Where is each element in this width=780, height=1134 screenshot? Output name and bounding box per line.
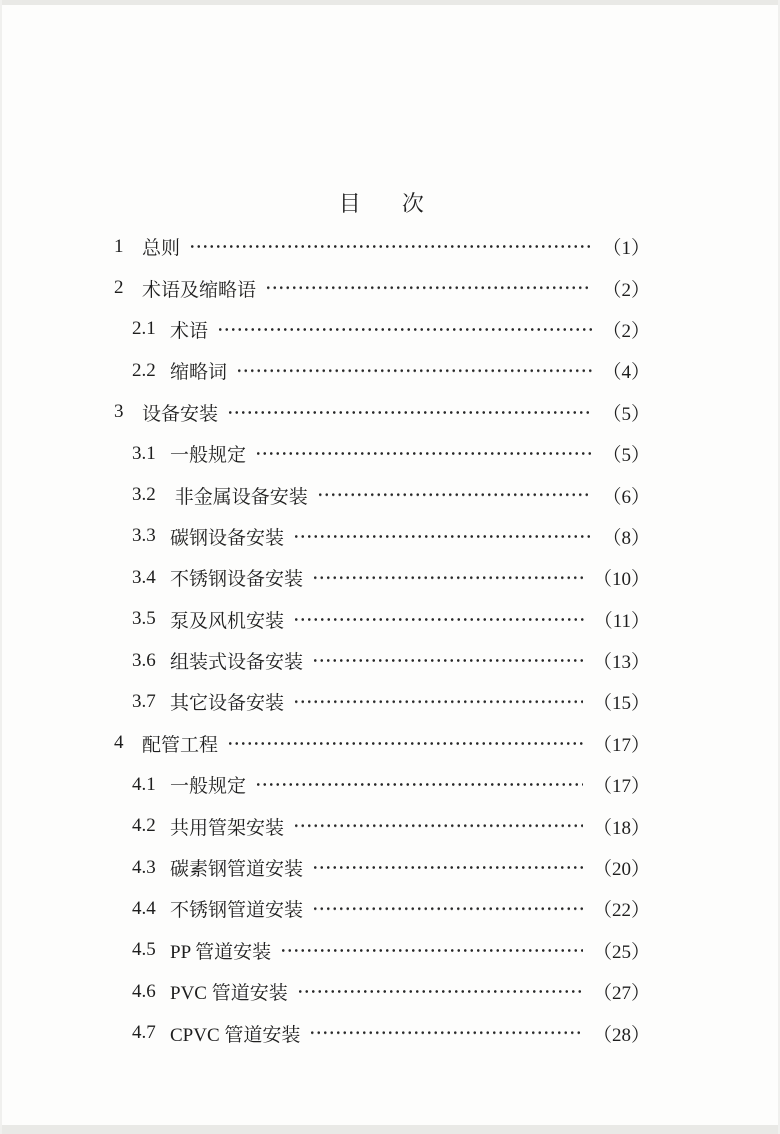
toc-entry [114, 474, 650, 515]
table-of-contents [114, 190, 650, 1054]
entry-number: 4.2 [132, 815, 156, 837]
dot-leader [312, 847, 583, 888]
toc-entry [114, 267, 650, 308]
dot-leader [293, 516, 592, 557]
entry-page: （17） [592, 734, 650, 756]
entry-page: （5） [602, 445, 650, 467]
dot-leader [297, 971, 583, 1012]
entry-page: （4） [602, 362, 650, 384]
entry-title: 缩略词 [170, 362, 228, 384]
entry-number: 4.5 [132, 939, 156, 961]
dot-leader [189, 226, 592, 267]
toc-entry [114, 888, 650, 929]
entry-page: （6） [602, 486, 650, 508]
toc-entry [114, 1012, 650, 1053]
toc-entry [114, 557, 650, 598]
entry-title: PVC 管道安装 [170, 983, 288, 1005]
entry-page: （18） [592, 817, 650, 839]
entry-title: 术语 [170, 320, 209, 342]
toc-entry [114, 640, 650, 681]
entry-title: 碳钢设备安装 [170, 527, 285, 549]
dot-leader [217, 309, 592, 350]
entry-page: （8） [602, 527, 650, 549]
entry-title: 共用管架安装 [170, 817, 285, 839]
entry-title: 术语及缩略语 [142, 279, 257, 301]
toc-entry [114, 723, 650, 764]
entry-number: 1 [114, 235, 124, 257]
entry-page: （5） [602, 403, 650, 425]
entry-page: （1） [602, 238, 650, 260]
dot-leader [227, 392, 592, 433]
dot-leader [293, 681, 583, 722]
entry-page: （28） [592, 1024, 650, 1046]
entry-title: 其它设备安装 [170, 693, 285, 715]
entry-number: 3.1 [132, 442, 156, 464]
entry-number: 3.2 [132, 484, 156, 506]
entry-number: 4.7 [132, 1022, 156, 1044]
dot-leader [293, 805, 583, 846]
toc-entry [114, 971, 650, 1012]
entry-title: 非金属设备安装 [170, 486, 308, 508]
entry-number: 4 [114, 732, 124, 754]
dot-leader [293, 599, 584, 640]
entry-number: 3 [114, 401, 124, 423]
entry-page: （25） [592, 941, 650, 963]
entry-title: 组装式设备安装 [170, 652, 304, 674]
entry-number: 3.3 [132, 525, 156, 547]
entry-number: 2.2 [132, 359, 156, 381]
entry-page: （2） [602, 279, 650, 301]
entry-page: （10） [592, 569, 650, 591]
entry-page: （2） [602, 320, 650, 342]
entry-number: 4.4 [132, 897, 156, 919]
toc-entry [114, 764, 650, 805]
entry-page: （17） [592, 776, 650, 798]
toc-entry [114, 681, 650, 722]
scan-edge-top [2, 0, 778, 5]
entry-number: 3.7 [132, 690, 156, 712]
entry-title: 一般规定 [170, 445, 247, 467]
entry-number: 4.1 [132, 773, 156, 795]
toc-entry [114, 847, 650, 888]
entry-page: （22） [592, 900, 650, 922]
entry-title: 泵及风机安装 [170, 610, 285, 632]
entry-title: 一般规定 [170, 776, 247, 798]
entry-page: （15） [592, 693, 650, 715]
entry-page: （20） [592, 859, 650, 881]
toc-entry [114, 309, 650, 350]
entry-title: CPVC 管道安装 [170, 1024, 301, 1046]
entry-title: 总则 [142, 238, 181, 260]
dot-leader [280, 930, 583, 971]
dot-leader [312, 888, 583, 929]
entry-page: （11） [593, 610, 650, 632]
entry-title: PP 管道安装 [170, 941, 272, 963]
entry-number: 2 [114, 277, 124, 299]
toc-entry [114, 516, 650, 557]
toc-entry [114, 599, 650, 640]
toc-entry [114, 433, 650, 474]
dot-leader [317, 474, 593, 515]
entry-number: 3.4 [132, 566, 156, 588]
dot-leader [236, 350, 592, 391]
dot-leader [255, 764, 583, 805]
toc-entry [114, 392, 650, 433]
toc-entry [114, 350, 650, 391]
entry-page: （27） [592, 983, 650, 1005]
entry-page: （13） [592, 652, 650, 674]
dot-leader [309, 1012, 583, 1053]
entry-number: 3.6 [132, 649, 156, 671]
entry-number: 4.3 [132, 856, 156, 878]
dot-leader [312, 640, 583, 681]
entry-number: 4.6 [132, 980, 156, 1002]
entry-title: 配管工程 [142, 734, 219, 756]
entry-number: 3.5 [132, 608, 156, 630]
entry-title: 不锈钢管道安装 [170, 900, 304, 922]
entry-title: 设备安装 [142, 403, 219, 425]
toc-entry [114, 226, 650, 267]
dot-leader [227, 723, 583, 764]
toc-list [114, 226, 650, 1054]
toc-entry [114, 805, 650, 846]
dot-leader [255, 433, 592, 474]
entry-title: 碳素钢管道安装 [170, 859, 304, 881]
toc-entry [114, 930, 650, 971]
dot-leader [265, 267, 592, 308]
scan-edge-bottom [2, 1125, 778, 1134]
dot-leader [312, 557, 583, 598]
toc-title: 目 次 [338, 191, 426, 216]
entry-title: 不锈钢设备安装 [170, 569, 304, 591]
entry-number: 2.1 [132, 318, 156, 340]
